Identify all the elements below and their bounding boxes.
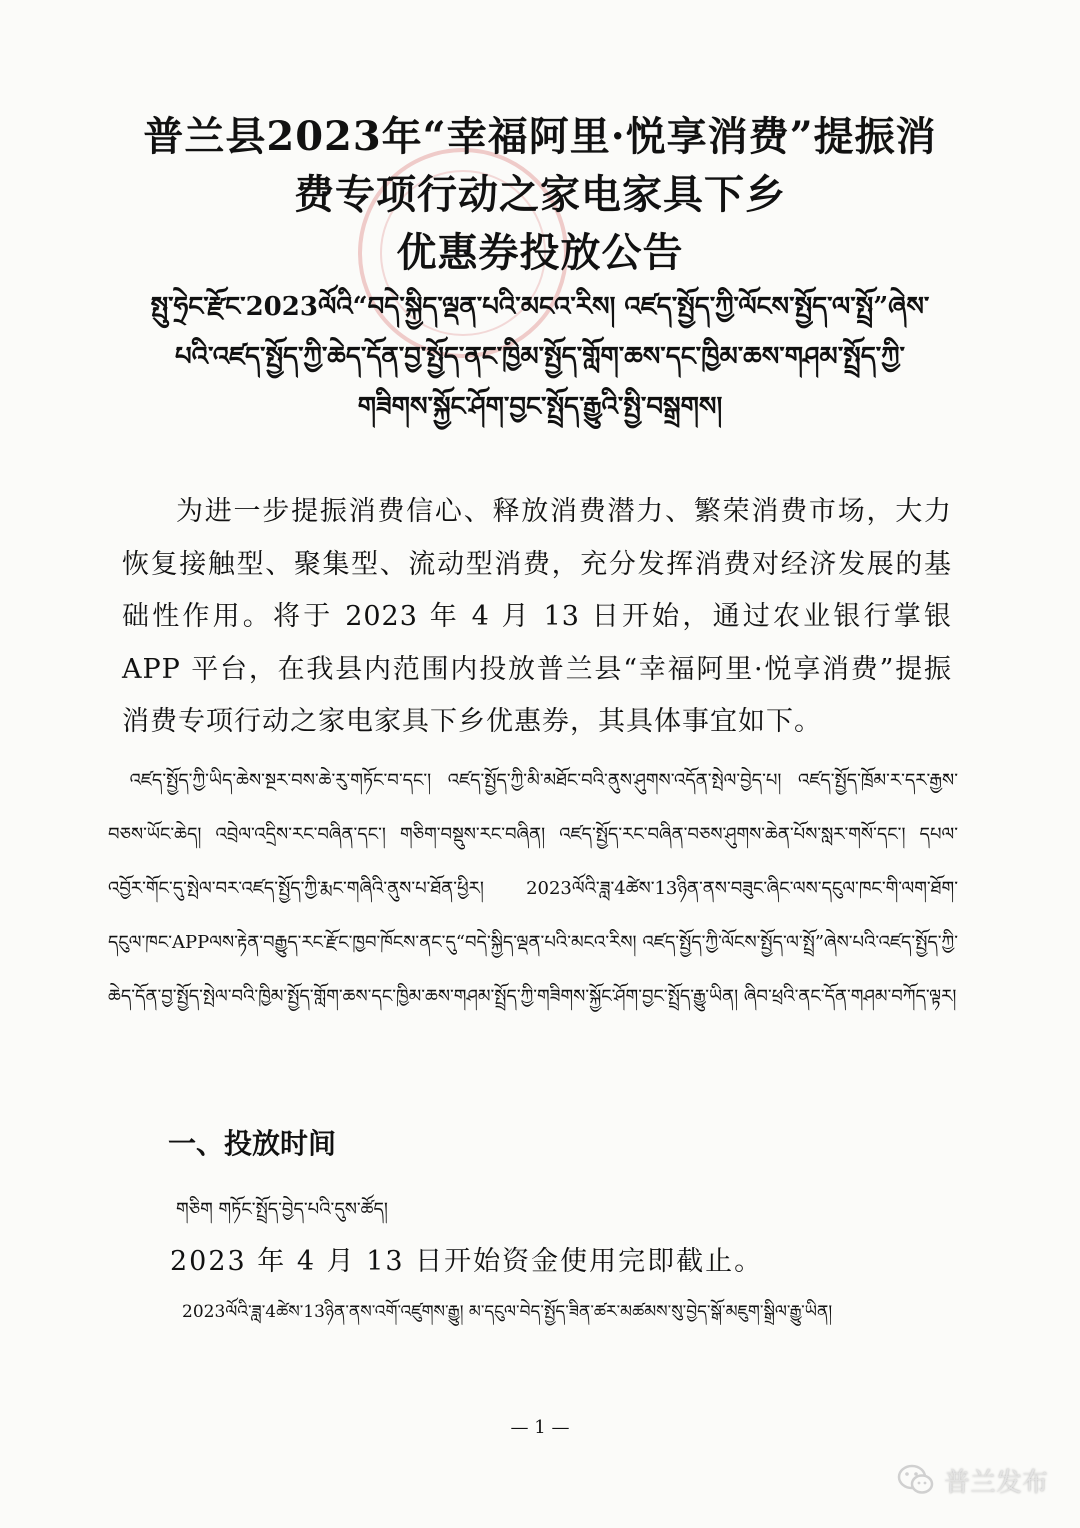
title-bo-line1: སྤུ་ཧྲེང་རྫོང་2023ལོའི“བདེ་སྐྱིད་ལྡན་པའི་མངའ་རིས། འཛད་སྤྱོད་ཀྱི་ལོངས་སྤྱོད་ལ་སྤྲོ”ཞེས་	[150, 292, 930, 322]
title-bo-line2: པའི་འཛད་སྤྱོད་ཀྱི་ཆེད་དོན་བྱ་སྤྱོད་ནང་ཁྱིམ་སྤྱོད་གློག་ཆས་དང་ཁྱིམ་ཆས་གཤམ་སྤྲོད་ཀྱི་	[175, 342, 905, 372]
title-chinese	[110, 108, 970, 282]
section-1-body-tibetan: 2023ལོའི་ཟླ་4ཚེས་13ཉིན་ནས་འགོ་འཛུགས་རྒྱུ། མ་དངུལ་བེད་སྤྱོད་ཟིན་ཚར་མཚམས་སུ་བྱེད་སྒོ་མཇུག་སྒྲིལ་རྒྱུ་ཡིན།	[182, 1302, 833, 1322]
title-tibetan	[90, 282, 990, 432]
title-bo-line3: གཟིགས་སྐྱོང་ཤོག་བྱང་སྤྲོད་རྒྱུའི་སྤྱི་བསྒྲགས།	[357, 392, 723, 422]
intro-paragraph-chinese: 为进一步提振消费信心、释放消费潜力、繁荣消费市场，大力恢复接触型、聚集型、流动型消费，充分发挥消费对经济发展的基础性作用。将于 2023 年 4 月 13 日开始，通过农业银行掌银APP 平台，在我县内范围内投放普兰县“幸福阿里·悦享消费”提振消费专项行动之家电家具下乡优惠券，其具体事宜如下。	[122, 496, 952, 737]
section-1-heading: 一、投放时间	[168, 1127, 337, 1160]
page-number: — 1 —	[510, 1417, 570, 1438]
section-1-body-chinese: 2023 年 4 月 13 日开始资金使用完即截止。	[170, 1246, 764, 1277]
intro-paragraph-tibetan: འཛད་སྤྱོད་ཀྱི་ཡིད་ཆེས་སྔར་བས་ཆེ་རུ་གཏོང་བ་དང་། འཛད་སྤྱོད་ཀྱི་མི་མཐོང་བའི་ནུས་ཤུགས་འདོན་སྤེལ་བྱེད་པ། འཛད་སྤྱོད་ཁྲོམ་ར་དར་རྒྱས་བཅས་ཡོང་ཆེད། འབྲེལ་འདྲིས་རང་བཞིན་དང་། གཅིག་བསྡུས་རང་བཞིན། འཛད་སྤྱོད་རང་བཞིན་བཅས་ཤུགས་ཆེན་པོས་སླར་གསོ་དང་། དཔལ་འབྱོར་གོང་དུ་སྤེལ་བར་འཛད་སྤྱོད་ཀྱི་རྨང་གཞིའི་ནུས་པ་ཐོན་ཕྱིར། 2023ལོའི་ཟླ་4ཚེས་13ཉིན་ནས་བཟུང་ཞིང་ལས་དངུལ་ཁང་གི་ལག་ཐོག་དངུལ་ཁང་APPལས་རྟེན་བརྒྱུད་རང་རྫོང་ཁྱབ་ཁོངས་ནང་དུ“བདེ་སྐྱིད་ལྡན་པའི་མངའ་རིས། འཛད་སྤྱོད་ཀྱི་ལོངས་སྤྱོད་ལ་སྤྲོ”ཞེས་པའི་འཛད་སྤྱོད་ཀྱི་ཆེད་དོན་བྱ་སྤྱོད་སྤེལ་བའི་ཁྱིམ་སྤྱོད་གློག་ཆས་དང་ཁྱིམ་ཆས་གཤམ་སྤྲོད་ཀྱི་གཟིགས་སྐྱོང་ཤོག་བྱང་སྤྲོད་རྒྱུ་ཡིན། ཞིབ་ཕྲའི་ནང་དོན་གཤམ་བཀོད་ལྟར།	[108, 770, 958, 1007]
title-cn-line3: 优惠券投放公告	[396, 229, 684, 276]
title-cn-line2: 费专项行动之家电家具下乡	[294, 171, 786, 218]
wechat-icon	[896, 1460, 936, 1500]
title-cn-line1: 普兰县2023年“幸福阿里·悦享消费”提振消	[143, 113, 937, 160]
watermark	[896, 1458, 1048, 1502]
watermark-text: 普兰发布	[944, 1467, 1049, 1498]
section-1-heading-tibetan: གཅིག གཏོང་སྤྲོད་བྱེད་པའི་དུས་ཚོད།	[176, 1199, 388, 1220]
